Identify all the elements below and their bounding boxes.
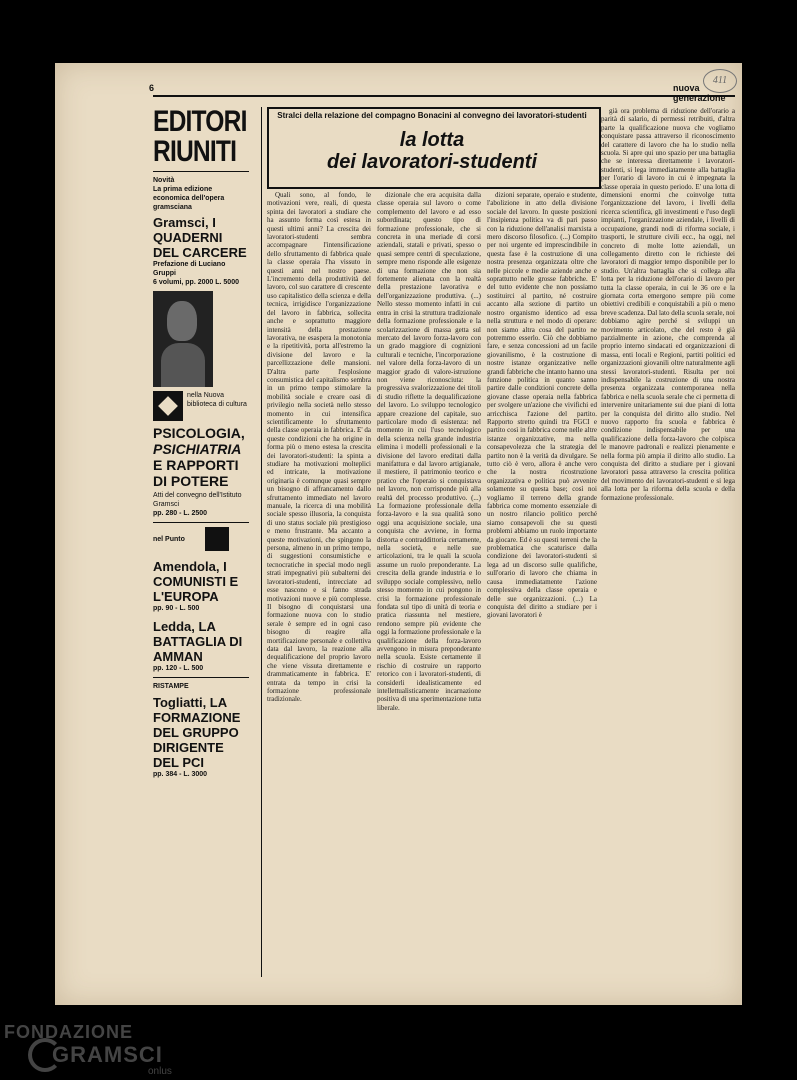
collana-logo-icon [153,391,183,421]
top-rule [153,95,735,97]
ledda-title: Ledda, LA BATTAGLIA DI AMMAN [153,619,243,664]
article-column-1 [267,191,371,981]
ristampe-label: RISTAMPE [153,683,189,690]
archive-mark: 411 [703,69,737,93]
psico-title-1: PSICOLOGIA, [153,425,245,441]
psico-desc: Atti del convegno dell'Istituto Gramsci [153,492,242,508]
watermark-line1: FONDAZIONE [4,1022,133,1042]
amendola-price: pp. 90 - L. 500 [153,605,200,612]
article-column-3 [487,191,597,981]
column-text: dizionale che era acquisita dalla classe operaia sul lavoro o come complemento del lavoro e ad esso subordinata; questo tipo di formazione professionale, che si concreta in una meriade di corsi aziendali, statali e privati, spesso o quasi sempre centri di speculazione, sempre meno risponde alle esigenze di una formazione che non sia fortemente alienata con la realtà della prestazione lavorativa e dell'organizzazione produttiva. (...) Nello stesso momento infatti in cui entra in crisi la struttura tradizionale della formazione professionale e la scolarizzazione di massa getta sul mercato del lavoro forza-lavoro con un grado maggiore di cognizioni culturali e tecniche, l'incorporazione nel valore della forza-lavoro di un maggior grado di valore-istruzione non viene riconosciuta: la progressiva svalorizzazione dei titoli di studio riflette la dequalificazione del lavoro. Lo sviluppo tecnologico appare creazione del capitale, suo particolare modo di esistenza: nel momento in cui l'uso tecnologico della scienza nella grande industria elimina i modelli professionali e la divisione del lavoro ereditati dalla manifattura e dal lavoro artigianale, il mestiere, il patrimonio teorico e pratico che l'operaio si conquistava nel lavoro, non corrisponde più alla realtà del processo produttivo. (...) La formazione professionale della forza-lavoro e la sua qualità sono oggi una acquisizione sociale, una conquista che avviene, in forma distorta e contraddittoria certamente, nella società, e nelle sue articolazioni, tra le quali la scuola assume un ruolo preponderante. La crescita della grande industria e lo sviluppo sociale complessivo, nello stesso momento in cui pongono in crisi la formazione professionale fondata sul tipo di unità di teoria e pratica riassunta nel mestiere, rendono sempre più evidente che oggi la formazione professionale e la qualificazione della forza-lavoro avvengono in misura preponderante nella scuola. Esiste certamente il rischio di costruire un rapporto retorico con i lavoratori-studenti, di considerli idealisticamente ed intellettualisticamente incarnazione positiva di una sperimentazione tutta liberale. [377,191,481,712]
gramsci-title: Gramsci, I QUADERNI DEL CARCERE [153,215,247,260]
divider [153,171,249,172]
divider [153,522,249,523]
amendola-title: Amendola, I COMUNISTI E L'EUROPA [153,559,239,604]
publisher-logo: EDITORI RIUNITI [153,105,247,168]
ledda-price: pp. 120 - L. 500 [153,665,204,672]
article-kicker: Stralci della relazione del compagno Bonacini al convegno dei lavoratori-studenti [277,111,587,120]
watermark-line3: onlus [148,1066,172,1077]
ads-column [153,107,249,987]
collana-row [153,391,249,421]
newspaper-page [55,63,742,1005]
togliatti-price: pp. 384 - L. 3000 [153,771,208,778]
novita-text: La prima edizione economica dell'opera gramsciana [153,186,225,211]
column-rule [261,107,262,977]
column-text: già ora problema di riduzione dell'orario a parità di salario, di permessi retribuiti, d'altra parte la qualificazione nuova che vogliamo conquistare passa attraverso il riconoscimento del carattere di lavoro che ha lo studio nella scuola. Si apre qui uno spazio per una battaglia che se interessa direttamente i lavoratori-studenti, si lega immediatamente alla battaglia per l'orario di lavoro in cui è impegnata la classe operaia in questo periodo. E' una lotta di dimensioni enormi che coinvolge tutta l'organizzazione del lavoro, i livelli della ricerca scientifica, gli investimenti e l'uso degli impianti, l'organizzazione aziendale, i livelli di occupazione, grandi nodi di riforma sociale, i trasporti, le strutture civili ecc., ha oggi, nel concreto di molte lotte aziendali, un collegamento diretto con le richieste dei lavoratori di maggior tempo disponibile per lo studio. Un'altra battaglia che si collega alla lotta per la riduzione dell'orario di lavoro per tutta la classe operaia, in cui le 36 ore e la giornata corta emergono sempre più come obiettivi credibili e conquistabili a più o meno breve scadenza. Dal lato della scuola serale, noi dobbiamo agire perché si sviluppi un movimento articolato, che del resto è già parzialmente in azione, che comprenda al proprio interno sindacati ed organizzazioni di massa, enti locali e Regioni, partiti politici ed organizzazioni giovanili oltre naturalmente agli stessi lavoratori-studenti. Risulta per noi indispensabile la costruzione di una nostra presenza organizzata contemporanea nella fabbrica e nella scuola serale che ci permetta di intervenire unitariamente sui due piani di lotta per la conquista del diritto allo studio. Nel nuovo rapporto fra scuola e fabbrica è condizione indispensabile per una qualificazione della forza-lavoro che colpisca le manovre padronali e realizzi pienamente e nella forma più ampia il diritto allo studio. La conquista del diritto a studiare per i giovani lavoratori passa attraverso la crescita politica del movimento dei lavoratori-studenti e si lega alla lotta per la riforma della scuola e della formazione professionale. [601,107,735,502]
gramsci-preface: Prefazione di Luciano Gruppi [153,261,226,277]
masthead-label: nuova generazione [673,83,726,103]
punto-label: nel Punto [153,535,185,543]
article-title-line1: la lotta [399,129,465,151]
article-title-line2: dei lavoratori-studenti [326,151,538,173]
psico-price: pp. 280 - L. 2500 [153,510,208,517]
divider [153,677,249,678]
gramsci-photo [153,291,213,387]
article-column-2 [377,191,481,981]
togliatti-title: Togliatti, LA FORMAZIONE DEL GRUPPO DIRIGENTE DEL PCI [153,695,241,770]
gramsci-price: 6 volumi, pp. 2000 L. 5000 [153,279,239,286]
column-text: dizioni separate, operaio e studente, l'abolizione in atto della divisione sociale del lavoro. In queste posizioni l'insipienza politica va di pari passo con la riduzione dell'analisi marxista a mero discorso filosofico. (...) Compito per noi urgente ed imprescindibile in questa fase è la costruzione di una nostra presenza organizzata oltre che nelle piccole e medie aziende anche e soprattutto nelle grosse fabbriche. E' del tutto evidente che non possiamo sostituirci al partito, né costruire accanto alla sezione di partito un nostro organismo identico ad essa nella struttura e nel modo di operare: non siamo altra cosa del partito ne potremmo esserlo. Ciò che dobbiamo fare, e senza concessioni ad un facile giovanilismo, è la costruzione di nostre istanze organizzative nelle grandi fabbriche che intanto hanno una funzione politica in quanto sanno partire dalle condizioni concrete della giovane classe operaia nella fabbrica per svolgere un'azione che vivifichi ed arricchisca l'azione del partito. Rapporto stretto quindi tra FGCI e partito così in fabbrica come nelle altre istanze organizzative, ma nella consapevolezza che la strategia del partito non è la verità da divulgare. Se tutto ciò è vero, allora è anche vero che la nostra ricostruzione organizzativa e politica può avvenire solamente su questa base; così noi vogliamo il terreno della grande fabbrica come momento essenziale di un nostro rilancio politico perché siamo consapevoli che su questi problemi abbiamo un ruolo importante da giocare. Ed è su questi terreni che la problematica che scaturisce dalla condizione dei lavoratori-studenti si lega ad un discorso sulle qualifiche, sull'orario di lavoro che chiama in causa immediatamente l'azione complessiva della classe operaia e delle sue organizzazioni. (...) La conquista del diritto a studiare per i giovani lavoratori è [487,191,597,620]
column-text: Quali sono, al fondo, le motivazioni vere, reali, di questa spinta dei lavoratori a studiare che ha assunto forma così estesa in questi ultimi anni? La crescita dei lavoratori-studenti sembra accompagnare l'intensificazione dello sfruttamento di fabbrica quale la classe operaia l'ha vissuto in questi anni nel nostro paese. L'incremento della produttività del lavoro, col suo carattere di crescente uso capitalistico della scienza e della tecnica, irrigidisce l'organizzazione del lavoro in fabbrica, sollecita anche e soprattutto maggiore intensità della prestazione lavorativa, ne esaspera la monotonia e la ripetitività, porta all'estremo la divisione del lavoro e la parcellizzazione delle mansioni. D'altra parte l'esplosione consumistica del capitalismo sembra in un primo tempo stimolare la mobilità sociale e creare oasi di privilegio nella società nello stesso momento in cui intensifica scientificamente lo sfruttamento della classe operaia in fabbrica. E' da queste condizioni che ha origine in forma più o meno estesa la crescita dei lavoratori-studenti: la spinta a studiare ha motivazioni molteplici ed intricate, la motivazione originaria è comunque quasi sempre un bisogno di affrancamento dallo sfruttamento immediato nel lavoro manuale, la ricerca di una mobilità sociale spesso illusoria, la conquista di uno status sociale più prestigioso e meno frustrante. Ma accanto a queste motivazioni, che spingono la persona, almeno in un primo tempo, di suggestioni consumistiche e tecnocratiche in special modo negli strati impegnativi più subalterni dei lavoratori-studenti, intrecciate ad esse nascono e si fanno strada motivazioni nuove e più complesse. Il bisogno di conquistarsi una formazione nuova con lo studio serale è sempre ed in ogni caso bisogno di reagire alla mortificazione personale e collettiva data dal lavoro, la reazione alla dequalificazione del proprio lavoro che viene vissuta direttamente e drammaticamente in fabbrica. E' entrata da tempo in crisi la formazione professionale tradizionale. [267,191,371,704]
watermark-line2: GRAMSCI [52,1042,163,1067]
novita-label: Novità [153,177,175,184]
article-column-4 [601,107,735,981]
page-number: 6 [149,83,155,93]
punto-logo-icon [205,527,229,551]
psico-title-2: PSICHIATRIA [153,441,242,457]
collana-text: nella Nuova biblioteca di cultura [187,392,247,408]
psico-title-3: E RAPPORTI DI POTERE [153,457,239,489]
